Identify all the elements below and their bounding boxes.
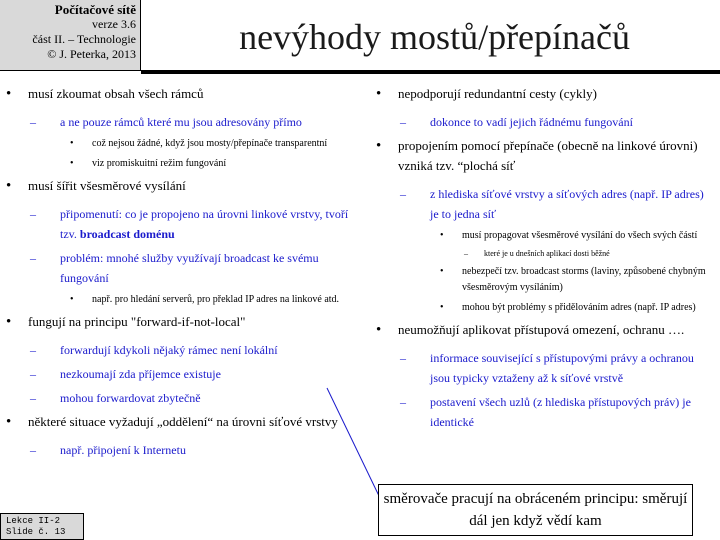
part-label: část II. – Technologie (32, 32, 136, 46)
bullet-l2: – mohou forwardovat zbytečně (2, 388, 362, 408)
slide-title-text: nevýhody mostů/přepínačů (239, 17, 630, 57)
bullet-l3: • např. pro hledání serverů, pro překlad IP adres na linkové atd. (2, 292, 362, 308)
bullet-l1: • musí šířit všesměrové vysílání (2, 176, 362, 196)
slide-number-box (0, 513, 84, 540)
bullet-l3: • mohou být problémy s přidělováním adres (např. IP adres) (372, 300, 710, 316)
bullet-text: připomenutí: co je propojeno na úrovni linkové vrstvy, tvoří tzv. (60, 207, 349, 241)
version-label: verze 3.6 (92, 17, 136, 31)
bullet-l1: • některé situace vyžadují „oddělení“ na úrovni síťové vrstvy (2, 412, 362, 432)
callout-box: směrovače pracují na obráceném principu: směrují dál jen když vědí kam (378, 484, 693, 536)
bullet-l2: – např. připojení k Internetu (2, 440, 362, 460)
lesson-label: Lekce II-2 (6, 516, 61, 526)
bullet-l1: • neumožňují aplikovat přístupová omezení, ochranu …. (372, 320, 710, 340)
bullet-l2: – problém: mnohé služby využívají broadcast ke svému fungování (2, 248, 362, 288)
slide-label: Slide č. 13 (6, 527, 66, 537)
bullet-l2: – forwardují kdykoli nějaký rámec není lokální (2, 340, 362, 360)
bullet-l2: – informace související s přístupovými právy a ochranou jsou typicky vztaženy až k síťové vrstvě (372, 348, 710, 388)
bullet-l2: – dokonce to vadí jejich řádnému fungování (372, 112, 710, 132)
bullet-l3: • viz promiskuitní režim fungování (2, 156, 362, 172)
bullet-l3: • musí propagovat všesměrové vysílání do všech svých částí (372, 228, 710, 244)
bullet-l2: – nezkoumají zda příjemce existuje (2, 364, 362, 384)
bullet-l1: • nepodporují redundantní cesty (cykly) (372, 84, 710, 104)
author-label: © J. Peterka, 2013 (47, 47, 136, 61)
callout-pointer-line (327, 388, 380, 498)
bullet-l1: • propojením pomocí přepínače (obecně na linkové úrovni) vzniká tzv. “plochá síť (372, 136, 710, 176)
bullet-l1: • fungují na principu "forward-if-not-local" (2, 312, 362, 332)
bullet-l2: – postavení všech uzlů (z hlediska přístupových práv) je identické (372, 392, 710, 432)
course-title: Počítačové sítě (54, 2, 136, 17)
bullet-l4: – které je u dnešních aplikací dosti běžné (372, 248, 710, 260)
bullet-l3: • což nejsou žádné, když jsou mosty/přepínače transparentní (2, 136, 362, 152)
bullet-l2: – a ne pouze rámců které mu jsou adresovány přímo (2, 112, 362, 132)
bullet-bold-text: broadcast doménu (79, 227, 175, 241)
bullet-l1: • musí zkoumat obsah všech rámců (2, 84, 362, 104)
bullet-l2: – z hlediska síťové vrstvy a síťových adres (např. IP adres) je to jedna síť (372, 184, 710, 224)
bullet-l3: • nebezpečí tzv. broadcast storms (laviny, způsobené chybným všesměrovým vysíláním) (372, 264, 710, 296)
